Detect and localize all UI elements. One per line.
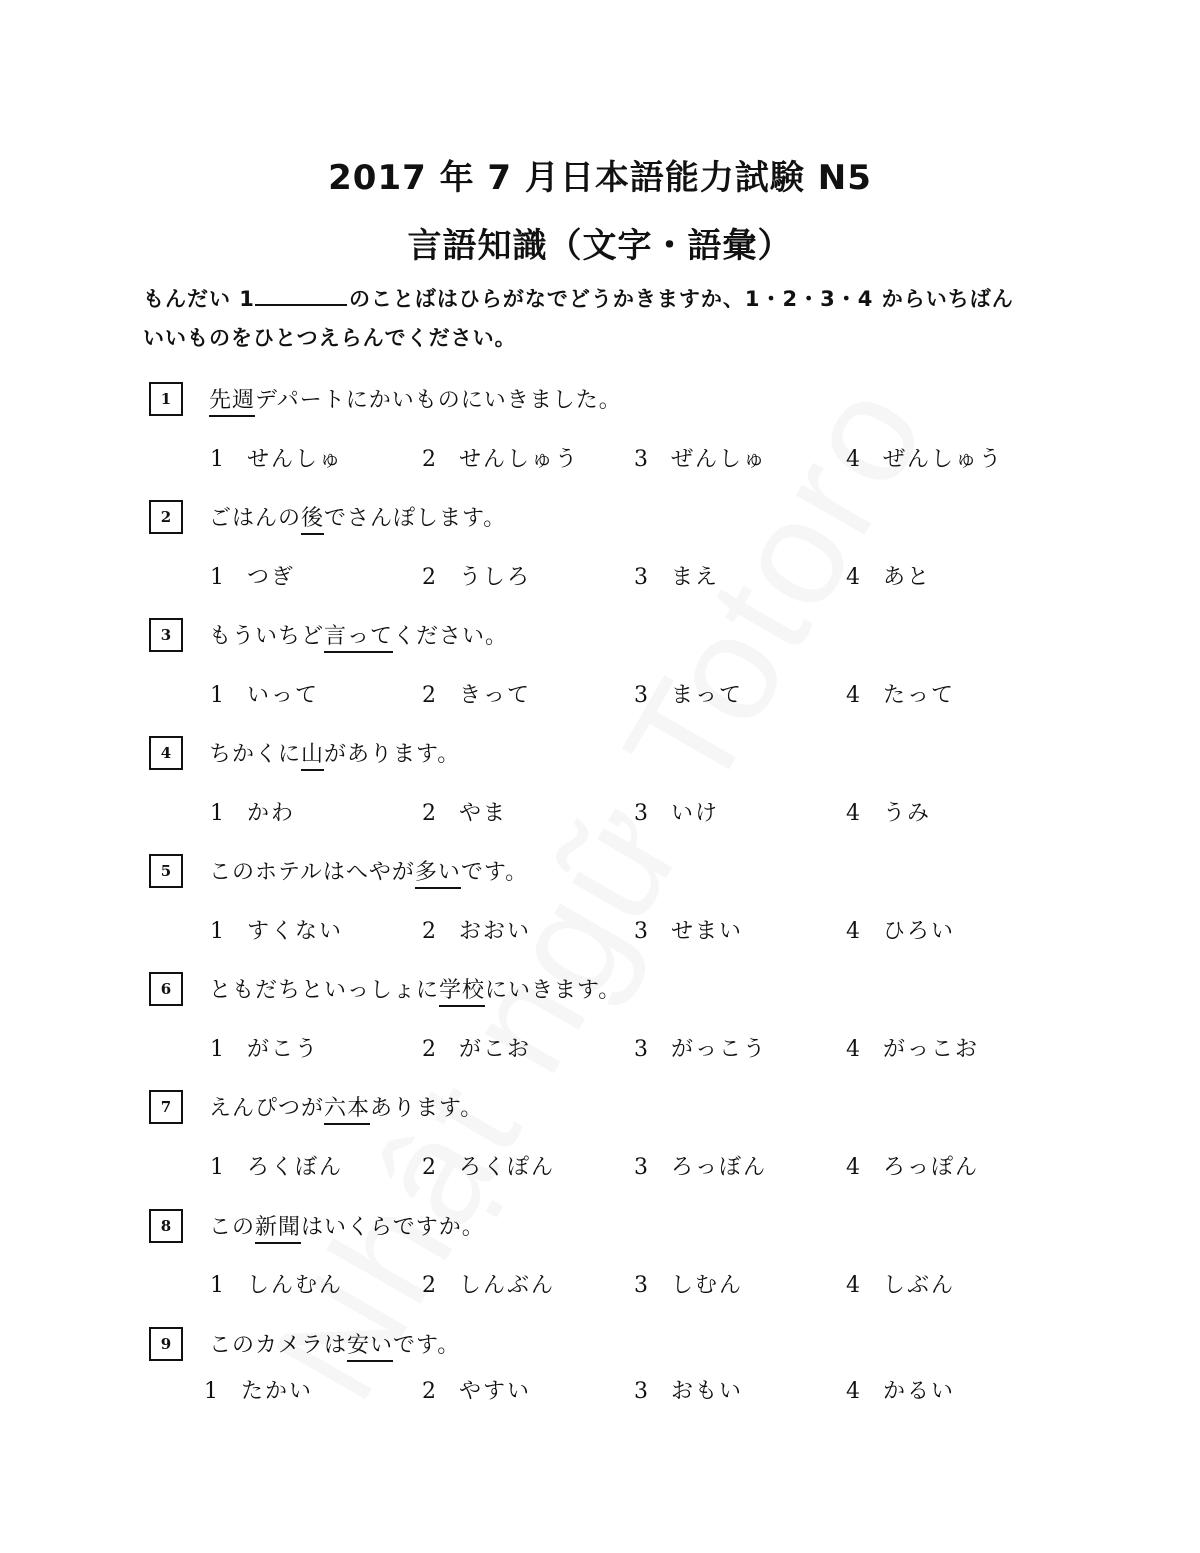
- option-number: 2: [422, 683, 438, 708]
- answer-option[interactable]: [210, 442, 343, 473]
- sentence-pre: このカメラは: [209, 1333, 348, 1358]
- option-text: ろっぼん: [671, 1155, 768, 1180]
- answer-option[interactable]: [210, 1268, 343, 1299]
- option-number: 3: [634, 1379, 650, 1404]
- underlined-target-word: 多い: [415, 860, 461, 889]
- option-text: つぎ: [247, 565, 296, 590]
- option-text: うみ: [883, 801, 932, 826]
- option-text: しんむん: [247, 1273, 344, 1298]
- option-number: 4: [846, 447, 862, 472]
- option-text: たって: [883, 683, 956, 708]
- option-number: 3: [634, 801, 650, 826]
- question-number-box: 4: [149, 736, 183, 770]
- option-number: 3: [634, 683, 650, 708]
- answer-option[interactable]: [846, 442, 1003, 473]
- answer-option[interactable]: [846, 796, 931, 827]
- underlined-target-word: 山: [301, 742, 324, 771]
- option-number: 2: [422, 1155, 438, 1180]
- sentence-pre: ごはんの: [209, 506, 302, 531]
- sentence-post: にいきます。: [485, 978, 622, 1003]
- answer-option[interactable]: [210, 914, 343, 945]
- option-text: せんしゅう: [459, 447, 580, 472]
- instruction-line-2: いいものをひとつえらんでください。: [143, 326, 517, 350]
- option-number: 1: [210, 801, 226, 826]
- sentence-post: でさんぽします。: [324, 506, 507, 531]
- option-number: 2: [422, 1037, 438, 1062]
- option-text: おおい: [459, 919, 532, 944]
- answer-option[interactable]: [422, 796, 507, 827]
- underlined-target-word: 新聞: [255, 1215, 301, 1244]
- option-text: まえ: [671, 565, 720, 590]
- answer-option[interactable]: [634, 796, 719, 827]
- question-number-box: 2: [149, 500, 183, 534]
- option-text: すくない: [247, 919, 344, 944]
- question-number-box: 8: [149, 1209, 183, 1243]
- option-number: 4: [846, 919, 862, 944]
- option-number: 1: [210, 447, 226, 472]
- option-number: 2: [422, 801, 438, 826]
- answer-option[interactable]: [422, 560, 531, 591]
- option-text: あと: [883, 565, 932, 590]
- question-sentence: [209, 1328, 460, 1359]
- option-text: かるい: [883, 1379, 956, 1404]
- instruction-suffix: のことばはひらがなでどうかきますか、1・2・3・4 からいちばん: [348, 287, 1014, 311]
- option-number: 2: [422, 919, 438, 944]
- underlined-target-word: 学校: [439, 978, 485, 1007]
- option-number: 4: [846, 801, 862, 826]
- option-number: 1: [210, 1037, 226, 1062]
- answer-option[interactable]: [210, 560, 295, 591]
- page-title: 2017 年 7 月日本語能力試験 N5: [328, 158, 872, 198]
- sentence-pre: ともだちといっしょに: [209, 978, 440, 1003]
- answer-option[interactable]: [634, 914, 743, 945]
- question-number-box: 3: [149, 618, 183, 652]
- question-sentence: [209, 1091, 483, 1122]
- option-number: 3: [634, 919, 650, 944]
- answer-option[interactable]: [210, 678, 319, 709]
- answer-option[interactable]: [210, 1032, 319, 1063]
- option-text: ろっぽん: [883, 1155, 980, 1180]
- sentence-post: はいくらですか。: [301, 1215, 485, 1240]
- option-number: 1: [210, 1273, 226, 1298]
- question-sentence: [209, 383, 622, 414]
- option-number: 1: [204, 1379, 220, 1404]
- sentence-post: ください。: [393, 624, 509, 649]
- option-number: 1: [210, 1155, 226, 1180]
- underlined-target-word: 後: [301, 506, 324, 535]
- option-text: いって: [247, 683, 320, 708]
- answer-option[interactable]: [634, 678, 743, 709]
- underlined-target-word: 先週: [209, 388, 255, 417]
- option-text: たかい: [241, 1379, 314, 1404]
- option-number: 2: [422, 1379, 438, 1404]
- option-number: 3: [634, 1037, 650, 1062]
- sentence-pre: もういちど: [209, 624, 325, 649]
- option-number: 4: [846, 1379, 862, 1404]
- option-text: ひろい: [883, 919, 956, 944]
- answer-option[interactable]: [846, 1374, 955, 1405]
- option-number: 3: [634, 565, 650, 590]
- instruction-blank: [255, 284, 347, 306]
- answer-option[interactable]: [634, 1032, 767, 1063]
- option-text: かわ: [247, 801, 296, 826]
- option-text: せんしゅ: [247, 447, 344, 472]
- answer-option[interactable]: [210, 796, 295, 827]
- option-number: 4: [846, 683, 862, 708]
- option-text: せまい: [671, 919, 744, 944]
- answer-option[interactable]: [422, 1032, 531, 1063]
- option-text: おもい: [671, 1379, 744, 1404]
- option-number: 3: [634, 1155, 650, 1180]
- answer-option[interactable]: [634, 560, 719, 591]
- sentence-pre: このホテルはへやが: [209, 860, 415, 885]
- answer-option[interactable]: [634, 1268, 743, 1299]
- sentence-pre: この: [209, 1215, 256, 1240]
- option-number: 3: [634, 447, 650, 472]
- answer-option[interactable]: [634, 442, 767, 473]
- option-text: がこお: [459, 1037, 532, 1062]
- question-number-box: 9: [149, 1327, 183, 1361]
- answer-option[interactable]: [210, 1150, 343, 1181]
- underlined-target-word: 安い: [347, 1333, 393, 1362]
- option-number: 2: [422, 565, 438, 590]
- sentence-post: です。: [460, 860, 529, 885]
- sentence-pre: えんぴつが: [209, 1096, 325, 1121]
- question-number-box: 5: [149, 854, 183, 888]
- answer-option[interactable]: [422, 442, 579, 473]
- answer-option[interactable]: [846, 1150, 979, 1181]
- option-number: 1: [210, 919, 226, 944]
- question-sentence: [209, 619, 508, 650]
- option-text: ぜんしゅう: [883, 447, 1004, 472]
- option-text: ろくぼん: [247, 1155, 344, 1180]
- question-number-box: 1: [149, 382, 183, 416]
- answer-option[interactable]: [634, 1374, 743, 1405]
- instruction-prefix: もんだい 1: [143, 287, 255, 311]
- option-number: 1: [210, 565, 226, 590]
- answer-option[interactable]: [634, 1150, 767, 1181]
- question-sentence: [209, 737, 460, 768]
- option-number: 2: [422, 447, 438, 472]
- option-text: しんぶん: [459, 1273, 556, 1298]
- option-number: 1: [210, 683, 226, 708]
- answer-option[interactable]: [422, 1150, 555, 1181]
- question-sentence: [209, 501, 506, 532]
- option-text: いけ: [671, 801, 720, 826]
- option-number: 4: [846, 565, 862, 590]
- option-text: がっこう: [671, 1037, 768, 1062]
- option-text: しむん: [671, 1273, 744, 1298]
- question-sentence: [209, 973, 621, 1004]
- option-number: 3: [634, 1273, 650, 1298]
- answer-option[interactable]: [422, 914, 531, 945]
- sentence-post: があります。: [324, 742, 461, 767]
- answer-option[interactable]: [846, 914, 955, 945]
- option-text: まって: [671, 683, 744, 708]
- answer-option[interactable]: [846, 678, 955, 709]
- answer-option[interactable]: [422, 1268, 555, 1299]
- option-text: やま: [459, 801, 508, 826]
- question-sentence: [209, 855, 528, 886]
- option-text: しぶん: [883, 1273, 956, 1298]
- option-text: がっこお: [883, 1037, 980, 1062]
- option-text: ろくぽん: [459, 1155, 556, 1180]
- underlined-target-word: 言って: [324, 624, 393, 653]
- question-number-box: 7: [149, 1090, 183, 1124]
- question-number-box: 6: [149, 972, 183, 1006]
- answer-option[interactable]: [846, 560, 931, 591]
- question-sentence: [209, 1210, 485, 1241]
- option-number: 4: [846, 1155, 862, 1180]
- option-number: 4: [846, 1273, 862, 1298]
- answer-option[interactable]: [846, 1032, 979, 1063]
- option-text: きって: [459, 683, 532, 708]
- option-text: うしろ: [459, 565, 532, 590]
- sentence-post: デパートにかいものにいきました。: [255, 388, 622, 413]
- answer-option[interactable]: [422, 678, 531, 709]
- underlined-target-word: 六本: [324, 1096, 370, 1125]
- option-text: やすい: [459, 1379, 532, 1404]
- sentence-post: あります。: [370, 1096, 484, 1121]
- page-subtitle: 言語知識（文字・語彙）: [407, 226, 793, 266]
- option-text: がこう: [247, 1037, 320, 1062]
- answer-option[interactable]: [204, 1374, 313, 1405]
- sentence-pre: ちかくに: [209, 742, 302, 767]
- option-number: 2: [422, 1273, 438, 1298]
- answer-option[interactable]: [846, 1268, 955, 1299]
- instruction-line-1: [143, 283, 1014, 313]
- option-text: ぜんしゅ: [671, 447, 768, 472]
- answer-option[interactable]: [422, 1374, 531, 1405]
- sentence-post: です。: [393, 1333, 461, 1358]
- option-number: 4: [846, 1037, 862, 1062]
